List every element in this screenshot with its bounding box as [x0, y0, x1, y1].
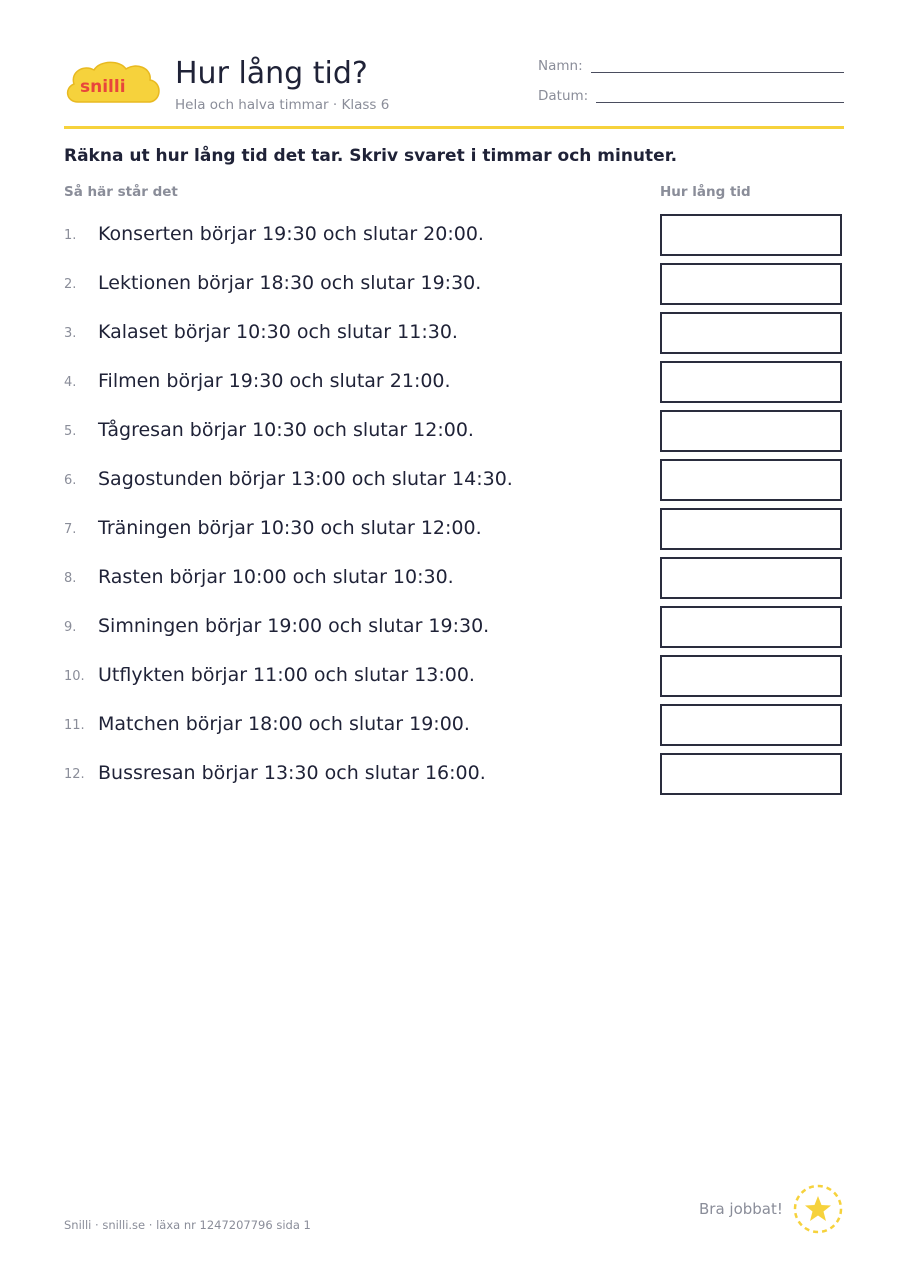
task-number: 8.: [64, 571, 77, 586]
task-text: Bussresan börjar 13:30 och slutar 16:00.: [98, 762, 486, 784]
star-icon: [792, 1183, 844, 1235]
task-text: Tågresan börjar 10:30 och slutar 12:00.: [98, 419, 474, 441]
page-title: Hur lång tid?: [175, 56, 368, 91]
svg-text:snilli: snilli: [80, 77, 126, 97]
answer-box[interactable]: [660, 361, 842, 403]
task-text: Lektionen börjar 18:30 och slutar 19:30.: [98, 272, 482, 294]
task-number: 3.: [64, 326, 77, 341]
answer-box[interactable]: [660, 410, 842, 452]
answer-box[interactable]: [660, 655, 842, 697]
task-number: 10.: [64, 669, 85, 684]
answer-box[interactable]: [660, 753, 842, 795]
task-text: Sagostunden börjar 13:00 och slutar 14:30.: [98, 468, 513, 490]
task-number: 9.: [64, 620, 77, 635]
task-number: 1.: [64, 228, 77, 243]
task-number: 11.: [64, 718, 85, 733]
task-text: Utflykten börjar 11:00 och slutar 13:00.: [98, 664, 475, 686]
task-number: 12.: [64, 767, 85, 782]
task-row: [64, 459, 844, 501]
task-number: 5.: [64, 424, 77, 439]
task-text: Rasten börjar 10:00 och slutar 10:30.: [98, 566, 454, 588]
task-text: Träningen börjar 10:30 och slutar 12:00.: [98, 517, 482, 539]
task-text: Konserten börjar 19:30 och slutar 20:00.: [98, 223, 484, 245]
task-row: [64, 655, 844, 697]
task-row: [64, 606, 844, 648]
task-number: 7.: [64, 522, 77, 537]
answer-box[interactable]: [660, 508, 842, 550]
task-row: [64, 214, 844, 256]
task-row: [64, 508, 844, 550]
praise-text: Bra jobbat!: [699, 1200, 783, 1218]
page-subtitle: Hela och halva timmar · Klass 6: [175, 97, 390, 113]
footer-info: Snilli · snilli.se · läxa nr 1247207796 sida 1: [64, 1218, 311, 1232]
task-text: Matchen börjar 18:00 och slutar 19:00.: [98, 713, 470, 735]
task-number: 4.: [64, 375, 77, 390]
task-text: Filmen börjar 19:30 och slutar 21:00.: [98, 370, 451, 392]
task-row: [64, 410, 844, 452]
answer-box[interactable]: [660, 459, 842, 501]
task-row: [64, 312, 844, 354]
header-divider: [64, 126, 844, 129]
instruction: Räkna ut hur lång tid det tar. Skriv svaret i timmar och minuter.: [64, 146, 678, 166]
task-number: 6.: [64, 473, 77, 488]
task-row: [64, 263, 844, 305]
date-field[interactable]: [596, 102, 844, 103]
answer-box[interactable]: [660, 704, 842, 746]
task-number: 2.: [64, 277, 77, 292]
task-row: [64, 557, 844, 599]
task-text: Simningen börjar 19:00 och slutar 19:30.: [98, 615, 490, 637]
answer-box[interactable]: [660, 312, 842, 354]
snilli-logo: [64, 56, 164, 112]
column-header-duration: Hur lång tid: [660, 184, 751, 200]
task-text: Kalaset börjar 10:30 och slutar 11:30.: [98, 321, 458, 343]
name-label: Namn:: [538, 58, 583, 74]
task-row: [64, 361, 844, 403]
answer-box[interactable]: [660, 557, 842, 599]
column-header-statement: Så här står det: [64, 184, 178, 200]
task-row: [64, 753, 844, 795]
answer-box[interactable]: [660, 606, 842, 648]
task-row: [64, 704, 844, 746]
name-field[interactable]: [591, 72, 844, 73]
answer-box[interactable]: [660, 263, 842, 305]
answer-box[interactable]: [660, 214, 842, 256]
date-label: Datum:: [538, 88, 589, 104]
